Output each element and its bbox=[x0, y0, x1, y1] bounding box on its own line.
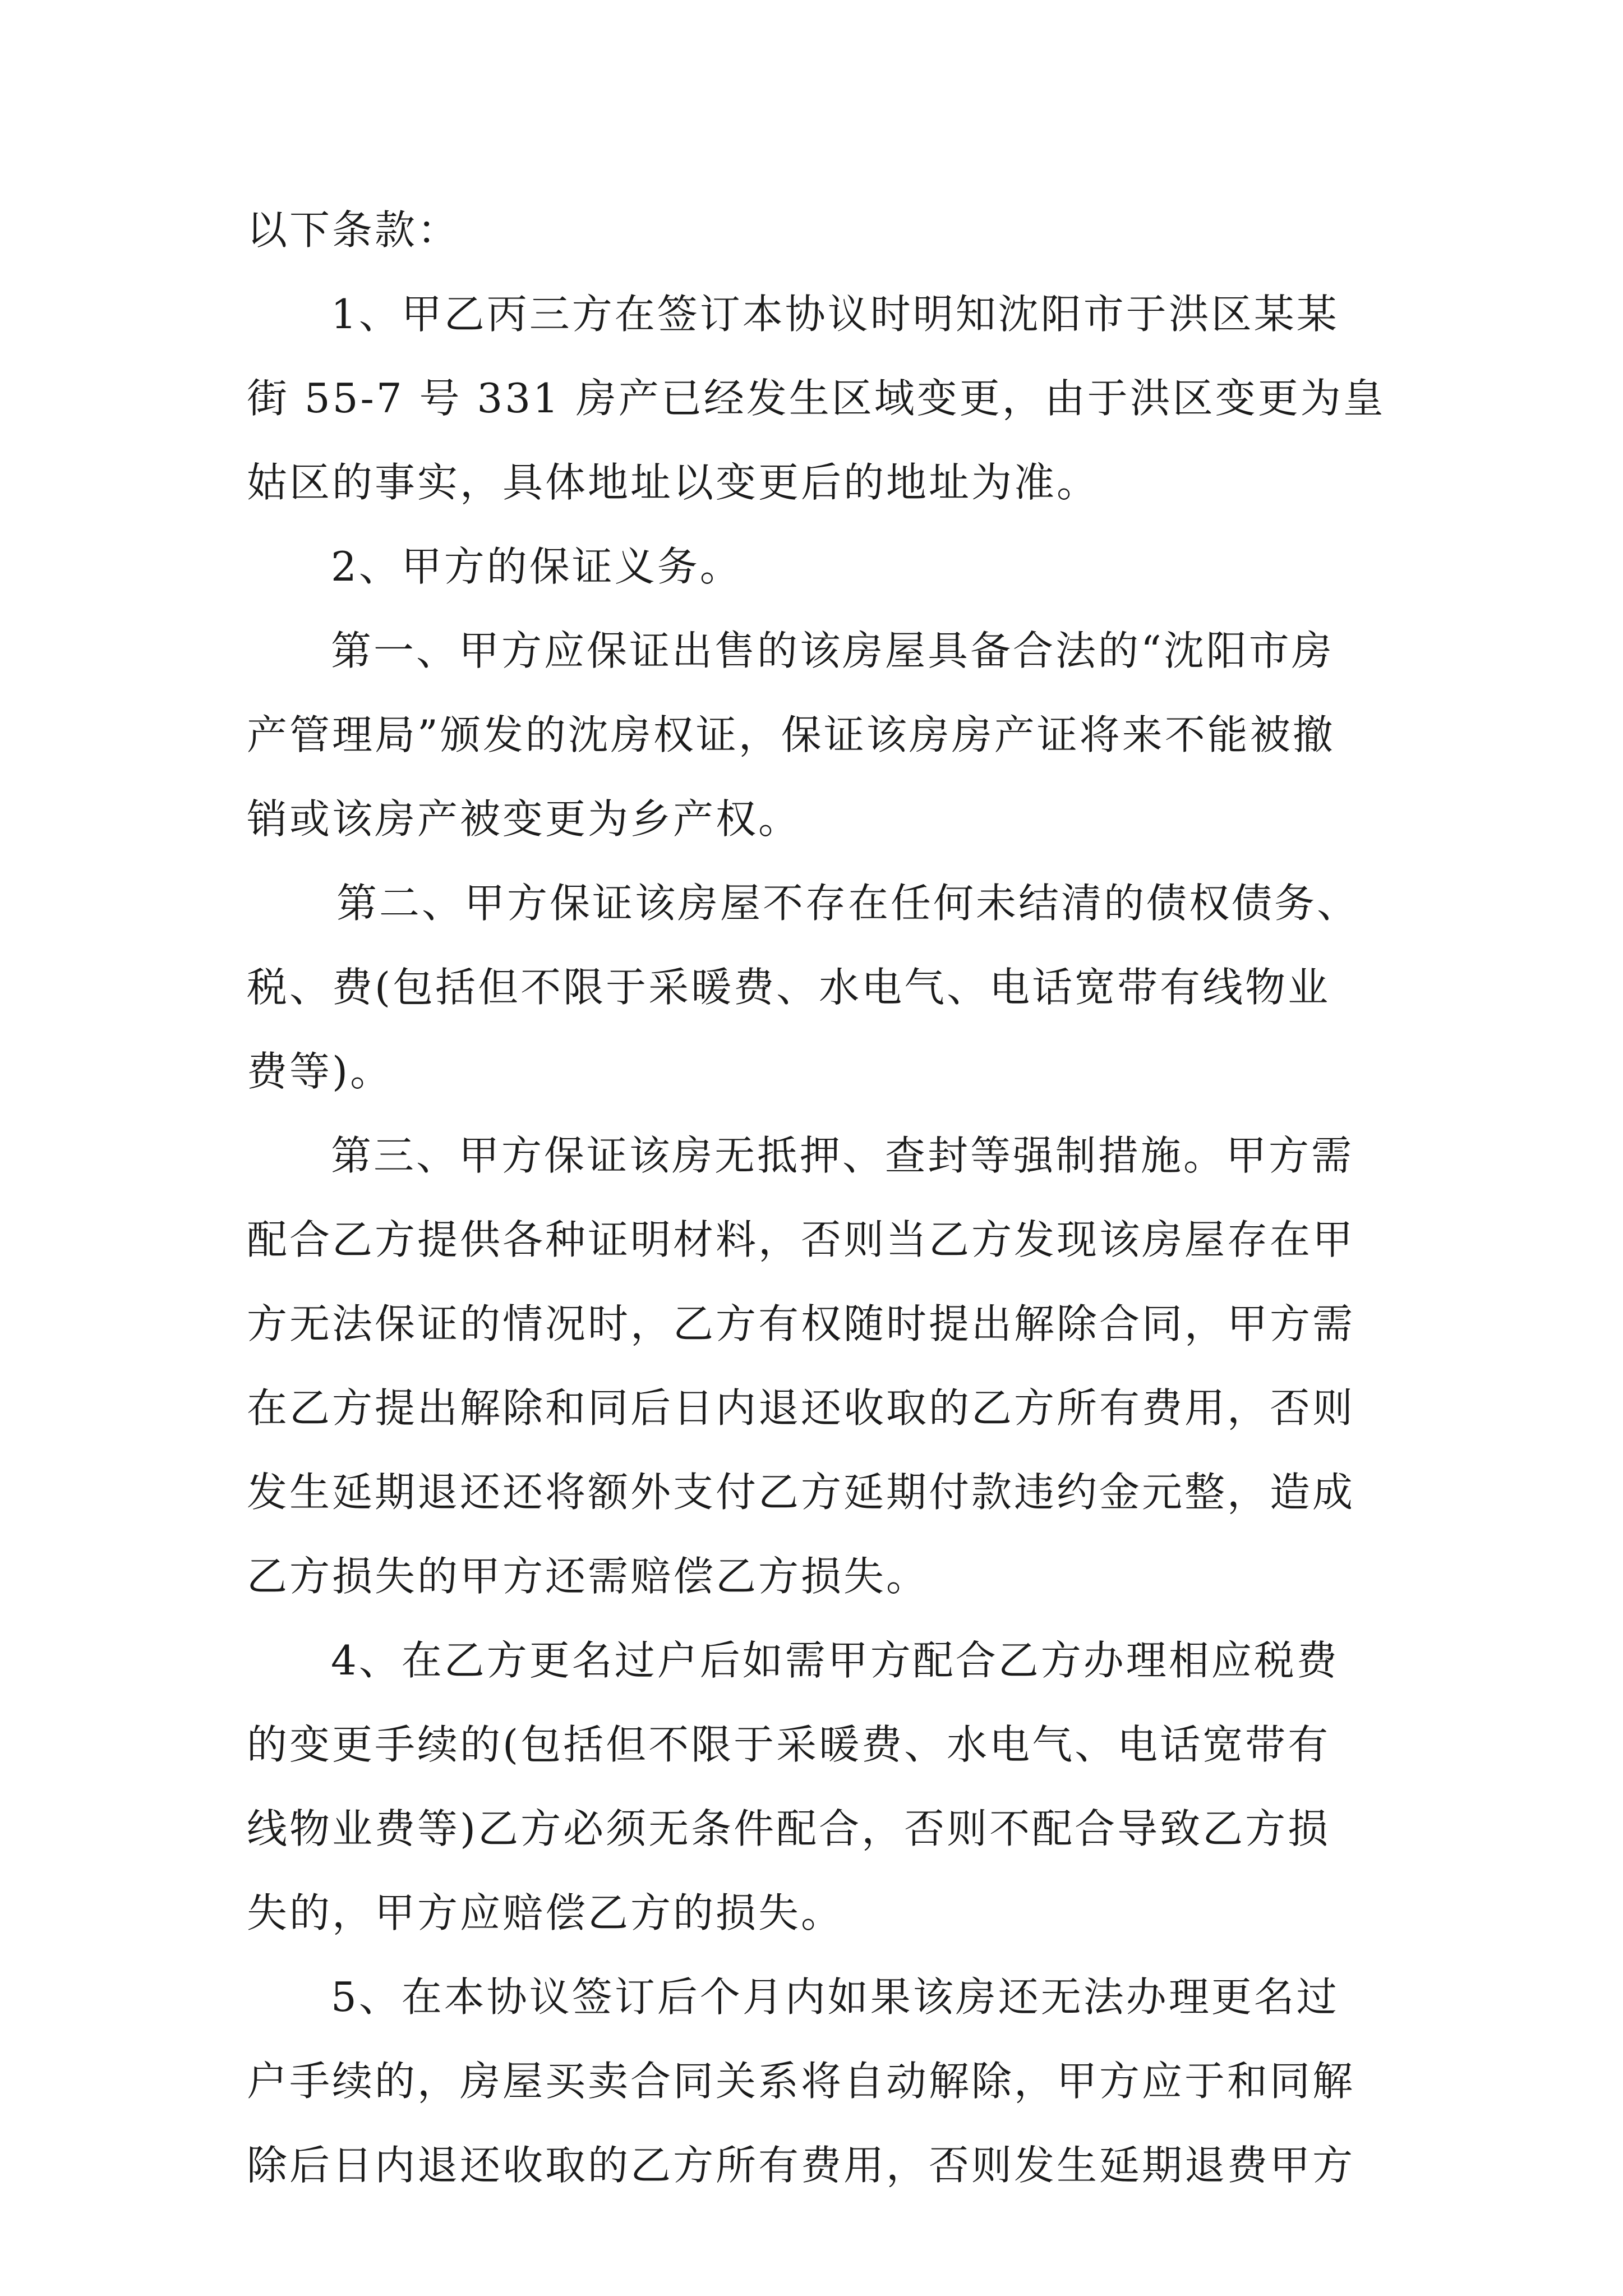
text-line: 第一、甲方应保证出售的该房屋具备合法的“沈阳市房 bbox=[331, 627, 1334, 674]
text-line: 发生延期退还还将额外支付乙方延期付款违约金元整，造成 bbox=[247, 1469, 1355, 1516]
text-line: 4、在乙方更名过户后如需甲方配合乙方办理相应税费 bbox=[331, 1637, 1339, 1684]
text-line: 线物业费等)乙方必须无条件配合，否则不配合导致乙方损 bbox=[247, 1805, 1331, 1852]
text-line: 5、在本协议签订后个月内如果该房还无法办理更名过 bbox=[331, 1973, 1339, 2021]
text-line: 姑区的事实，具体地址以变更后的地址为准。 bbox=[247, 459, 1100, 506]
text-line: 2、甲方的保证义务。 bbox=[331, 543, 743, 590]
text-line: 乙方损失的甲方还需赔偿乙方损失。 bbox=[247, 1553, 929, 1600]
text-line: 在乙方提出解除和同后日内退还收取的乙方所有费用，否则 bbox=[247, 1384, 1355, 1432]
text-line: 配合乙方提供各种证明材料，否则当乙方发现该房屋存在甲 bbox=[247, 1216, 1355, 1263]
text-line: 街 55-7 号 331 房产已经发生区域变更，由于洪区变更为皇 bbox=[247, 375, 1386, 422]
text-line: 失的，甲方应赔偿乙方的损失。 bbox=[247, 1889, 844, 1936]
text-line: 第二、甲方保证该房屋不存在任何未结清的债权债务、 bbox=[336, 880, 1360, 927]
text-line: 第三、甲方保证该房无抵押、查封等强制措施。甲方需 bbox=[331, 1132, 1354, 1179]
text-line: 费等)。 bbox=[247, 1048, 393, 1095]
text-line: 1、甲乙丙三方在签订本协议时明知沈阳市于洪区某某 bbox=[331, 291, 1339, 338]
text-line: 户手续的，房屋买卖合同关系将自动解除，甲方应于和同解 bbox=[247, 2058, 1355, 2105]
text-line: 的变更手续的(包括但不限于采暖费、水电气、电话宽带有 bbox=[247, 1721, 1331, 1768]
text-line: 除后日内退还收取的乙方所有费用，否则发生延期退费甲方 bbox=[247, 2142, 1355, 2189]
text-line: 销或该房产被变更为乡产权。 bbox=[247, 795, 801, 843]
text-line: 以下条款： bbox=[247, 206, 460, 254]
text-line: 方无法保证的情况时，乙方有权随时提出解除合同，甲方需 bbox=[247, 1300, 1355, 1347]
text-line: 税、费(包括但不限于采暖费、水电气、电话宽带有线物业 bbox=[247, 964, 1331, 1011]
text-line: 产管理局”颁发的沈房权证，保证该房房产证将来不能被撤 bbox=[247, 711, 1335, 758]
